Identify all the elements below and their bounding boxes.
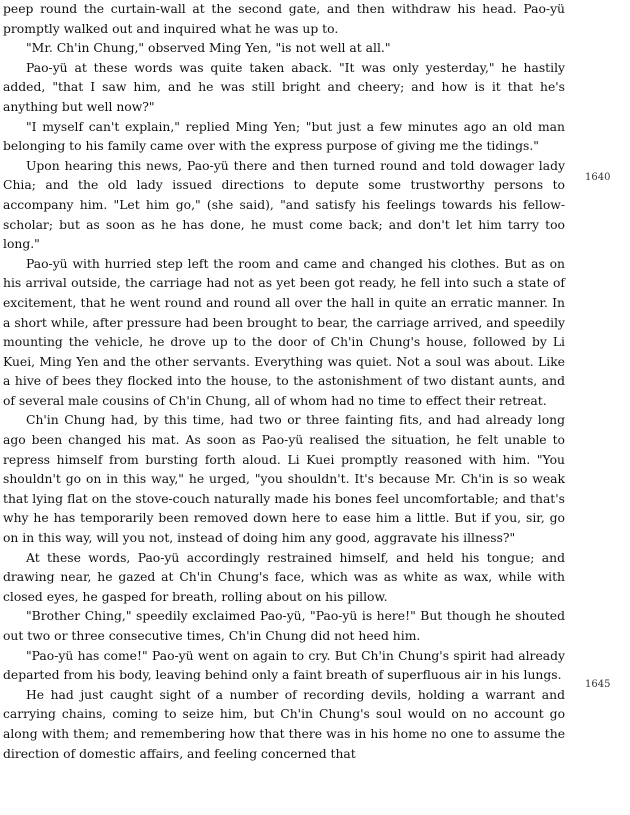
paragraph-5: Upon hearing this news, Pao-yü there and then turned round and told dowager lady Chia; and the old lady issued directions to depute some trustworthy persons to accompany him. "Let him go," (she said), "and satisfy his feelings towards his fellow-scholar; but as soon as he has done, he must come back; and don't let him tarry too long." xyxy=(3,158,565,252)
line-number-1640: 1640 xyxy=(585,172,611,183)
paragraph-10: "Pao-yü has come!" Pao-yü went on again to cry. But Ch'in Chung's spirit had already departed from his body, leaving behind only a faint breath of superfluous air in his lungs. xyxy=(3,648,565,683)
paragraph-6: Pao-yü with hurried step left the room and came and changed his clothes. But as on his arrival outside, the carriage had not as yet been got ready, he fell into such a state of excitement, that he went round and round all over the hall in quite an erratic manner. In a short while, after pressure had been brought to bear, the carriage arrived, and speedily mounting the vehicle, he drove up to the door of Ch'in Chung's house, followed by Li Kuei, Ming Yen and the other servants. Everything was quiet. Not a soul was about. Like a hive of bees they flocked into the house, to the astonishment of two distant aunts, and of several male cousins of Ch'in Chung, all of whom had no time to effect their retreat. xyxy=(3,256,565,408)
line-number-1645: 1645 xyxy=(585,679,611,690)
paragraph-7: Ch'in Chung had, by this time, had two or three fainting fits, and had already long ago been changed his mat. As soon as Pao-yü realised the situation, he felt unable to repress himself from bursting forth aloud. Li Kuei promptly reasoned with him. "You shouldn't go on in this way," he urged, "you shouldn't. It's because Mr. Ch'in is so weak that lying flat on the stove-couch naturally made his bones feel uncomfortable; and that's why he has temporarily been removed down here to ease him a little. But if you, sir, go on in this way, will you not, instead of doing him any good, aggravate his illness?" xyxy=(3,413,565,546)
paragraph-3: Pao-yü at these words was quite taken aback. "It was only yesterday," he hastily added, "that I saw him, and he was still bright and cheery; and how is it that he's anything but well now?" xyxy=(3,60,565,114)
paragraph-1: peep round the curtain-wall at the second gate, and then withdraw his head. Pao-yü promptly walked out and inquired what he was up to. xyxy=(3,2,565,36)
text-column xyxy=(3,0,565,764)
paragraph-2: "Mr. Ch'in Chung," observed Ming Yen, "is not well at all." xyxy=(26,41,391,56)
paragraph-8: At these words, Pao-yü accordingly restrained himself, and held his tongue; and drawing near, he gazed at Ch'in Chung's face, which was as white as wax, while with closed eyes, he gasped for breath, rolling about on his pillow. xyxy=(3,550,565,604)
paragraph-11: He had just caught sight of a number of recording devils, holding a warrant and carrying chains, coming to seize him, but Ch'in Chung's soul would on no account go along with them; and remembering how that there was in his home no one to assume the direction of domestic affairs, and feeling concerned that xyxy=(3,687,565,761)
paragraph-4: "I myself can't explain," replied Ming Yen; "but just a few minutes ago an old man belonging to his family came over with the express purpose of giving me the tidings." xyxy=(3,119,565,154)
paragraph-9: "Brother Ching," speedily exclaimed Pao-yü, "Pao-yü is here!" But though he shouted out two or three consecutive times, Ch'in Chung did not heed him. xyxy=(3,609,565,643)
